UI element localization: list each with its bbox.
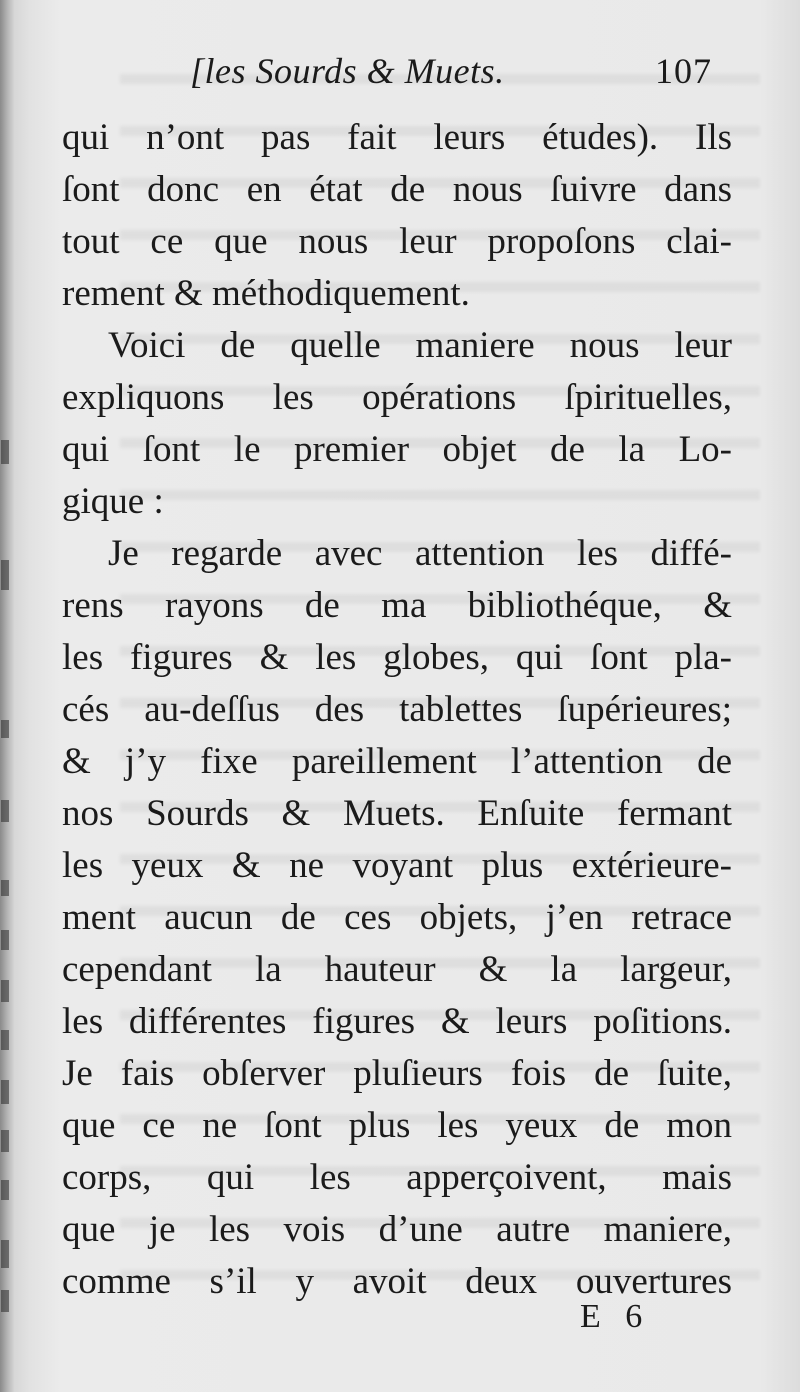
page-number: 107 bbox=[655, 51, 712, 91]
text-line: cés au-deſſus des tablettes ſupérieures; bbox=[62, 689, 732, 730]
text-line: Je fais obſerver pluſieurs fois de ſuite, bbox=[62, 1053, 732, 1094]
text-line: rement & méthodiquement. bbox=[62, 273, 470, 314]
text-line: comme s’il y avoit deux ouvertures bbox=[62, 1261, 732, 1302]
text-line: les figures & les globes, qui ſont pla- bbox=[62, 637, 732, 678]
text-line: Je regarde avec attention les diffé- bbox=[108, 533, 732, 574]
text-line: les yeux & ne voyant plus extérieure- bbox=[62, 845, 732, 886]
text-line: expliquons les opérations ſpirituelles, bbox=[62, 377, 732, 418]
text-line: gique : bbox=[62, 481, 164, 522]
text-line: ment aucun de ces objets, j’en retrace bbox=[62, 897, 732, 938]
facing-page-margin-fragments bbox=[0, 0, 16, 1392]
text-line: les différentes figures & leurs poſitions. bbox=[62, 1001, 732, 1042]
text-line: nos Sourds & Muets. Enſuite fermant bbox=[62, 793, 732, 834]
text-line: tout ce que nous leur propoſons clai- bbox=[62, 221, 732, 262]
body-text bbox=[62, 112, 732, 1308]
text-line: ſont donc en état de nous ſuivre dans bbox=[62, 169, 732, 210]
text-line: Voici de quelle maniere nous leur bbox=[108, 325, 732, 366]
signature-mark: E 6 bbox=[580, 1298, 651, 1335]
text-line: qui n’ont pas fait leurs études). Ils bbox=[62, 117, 732, 158]
text-line: que je les vois d’une autre maniere, bbox=[62, 1209, 732, 1250]
text-line: qui ſont le premier objet de la Lo- bbox=[62, 429, 732, 470]
running-title: [les Sourds & Muets. bbox=[190, 51, 505, 91]
text-line: rens rayons de ma bibliothéque, & bbox=[62, 585, 732, 626]
text-line: corps, qui les apperçoivent, mais bbox=[62, 1157, 732, 1198]
text-line: & j’y fixe pareillement l’attention de bbox=[62, 741, 732, 782]
running-head bbox=[190, 46, 720, 102]
text-line: que ce ne ſont plus les yeux de mon bbox=[62, 1105, 732, 1146]
text-line: cependant la hauteur & la largeur, bbox=[62, 949, 732, 990]
